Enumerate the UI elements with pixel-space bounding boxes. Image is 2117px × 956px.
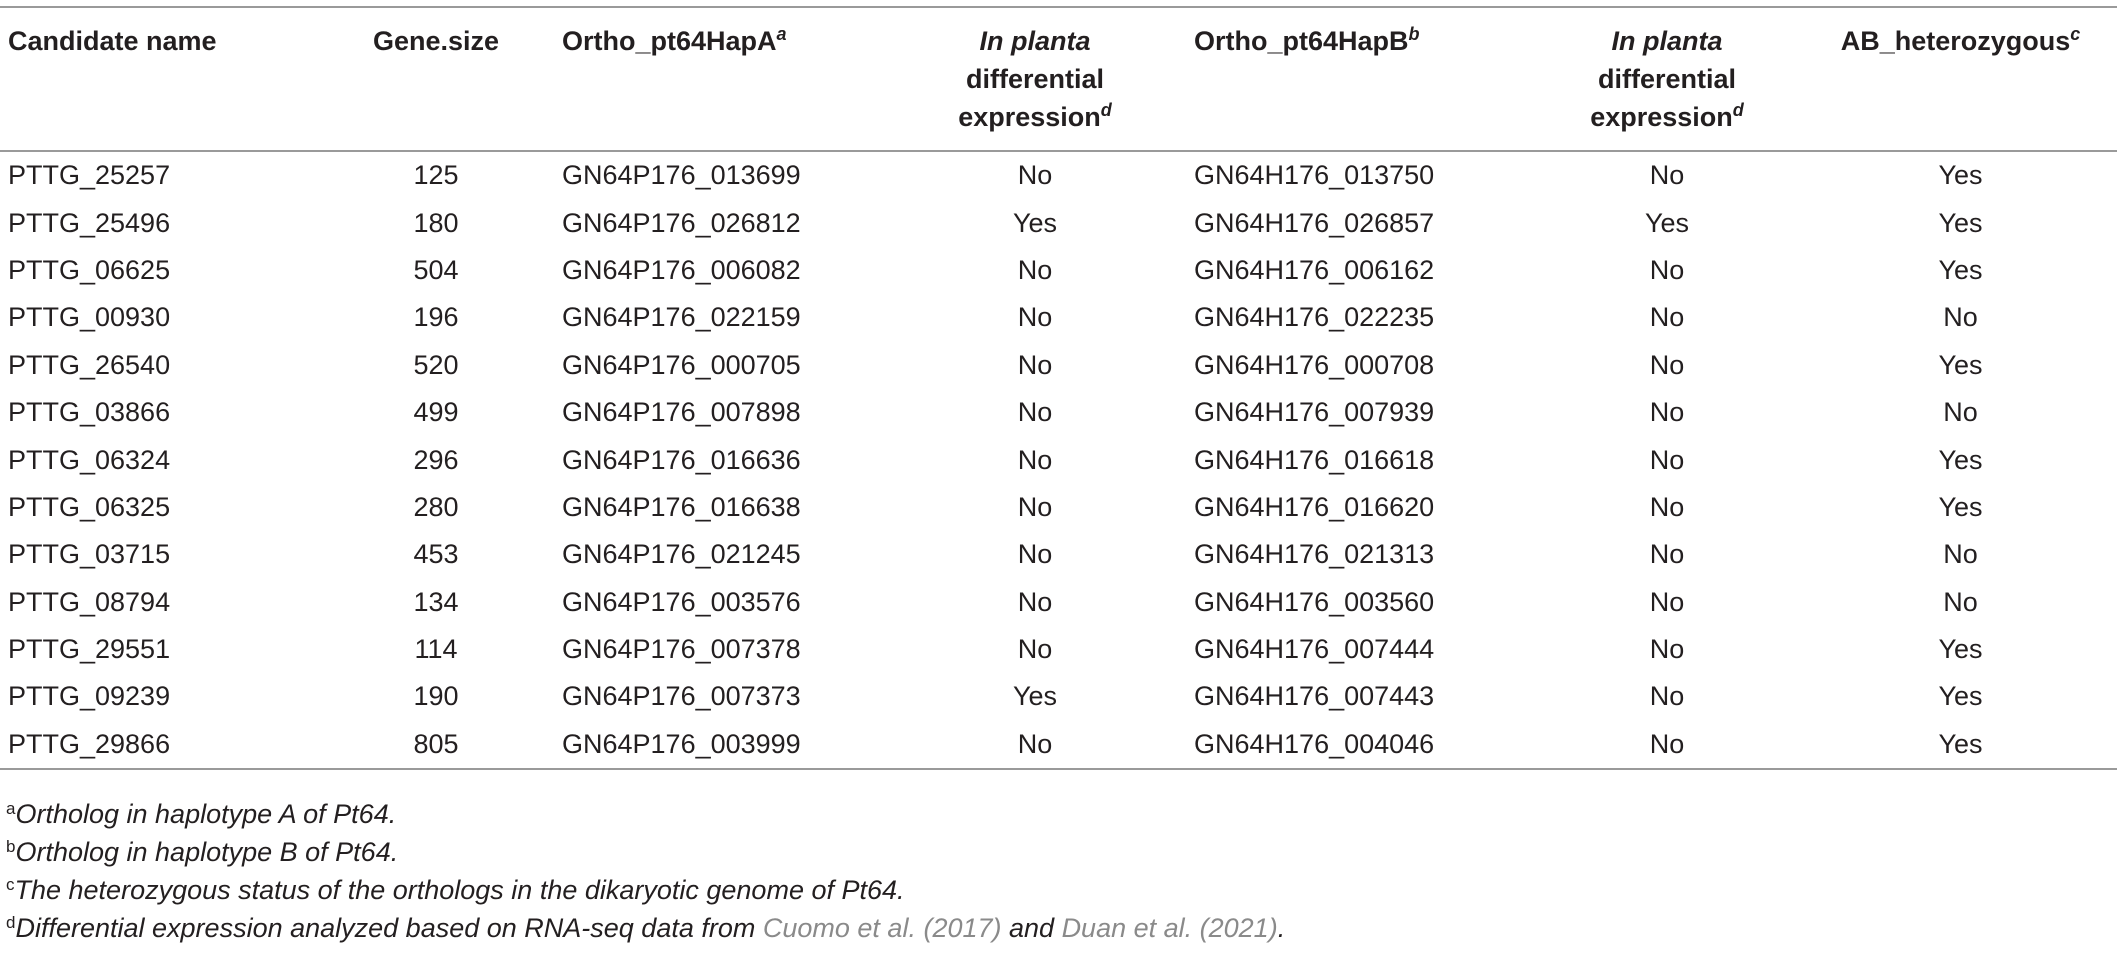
cell-expression-b: No — [1649, 302, 1685, 333]
cell-expression-b: No — [1649, 586, 1685, 617]
cell-candidate-name: PTTG_09239 — [8, 681, 171, 712]
cell-gene-size: 504 — [413, 254, 459, 285]
table-body — [0, 151, 2117, 769]
header-expression-a — [898, 7, 1172, 151]
cell-ortho-hapb: GN64H176_026857 — [1194, 207, 1435, 238]
header-expression-a-line2: differential — [965, 64, 1105, 94]
cell-gene-size: 196 — [413, 302, 459, 333]
cell-ortho-hapb: GN64H176_007443 — [1194, 681, 1435, 712]
cell-candidate-name: PTTG_25257 — [8, 160, 171, 191]
cell-gene-size: 453 — [413, 539, 459, 570]
reference-link-duan[interactable]: Duan et al. (2021) — [1061, 913, 1278, 943]
cell-ortho-hapa: GN64P176_007898 — [562, 397, 801, 428]
cell-candidate-name: PTTG_29551 — [8, 634, 171, 665]
cell-ortho-hapa: GN64P176_021245 — [562, 539, 801, 570]
cell-ortho-hapb: GN64H176_016620 — [1194, 491, 1435, 522]
table-row — [0, 673, 2117, 720]
header-gene-size: Gene.size — [372, 26, 500, 56]
cell-gene-size: 180 — [413, 207, 459, 238]
table-row — [0, 436, 2117, 483]
cell-candidate-name: PTTG_00930 — [8, 302, 171, 333]
table-row — [0, 342, 2117, 389]
header-row — [0, 7, 2117, 151]
header-expression-b-line3: expression — [1590, 102, 1733, 132]
header-expression-b-line2: differential — [1597, 64, 1737, 94]
cell-candidate-name: PTTG_03866 — [8, 397, 171, 428]
header-ortho-hapa-sup: a — [776, 24, 787, 44]
cell-candidate-name: PTTG_06324 — [8, 444, 171, 475]
cell-ortho-hapb: GN64H176_006162 — [1194, 254, 1435, 285]
header-ortho-hapb: Ortho_pt64HapB$^b$ — [1194, 24, 1420, 56]
cell-candidate-name: PTTG_06325 — [8, 491, 171, 522]
cell-ab-heterozygous: Yes — [1938, 207, 1983, 238]
footnote-b: $^b$Ortholog in haplotype B of Pt64. — [6, 837, 399, 867]
cell-ortho-hapb: GN64H176_021313 — [1194, 539, 1435, 570]
cell-gene-size: 520 — [413, 349, 459, 380]
header-candidate-name: Candidate name — [8, 26, 217, 56]
cell-ortho-hapb: GN64H176_016618 — [1194, 444, 1435, 475]
cell-ortho-hapa: GN64P176_022159 — [562, 302, 801, 333]
cell-ab-heterozygous: No — [1943, 302, 1978, 333]
reference-link-cuomo[interactable]: Cuomo et al. (2017) — [762, 913, 1002, 943]
header-expression-a-line1: In planta — [979, 26, 1091, 56]
header-expression-b-sup: d — [1732, 100, 1744, 120]
cell-ortho-hapb: GN64H176_004046 — [1194, 728, 1435, 759]
cell-expression-b: No — [1649, 539, 1685, 570]
cell-gene-size: 190 — [413, 681, 459, 712]
header-expression-a-line3: expression — [958, 102, 1101, 132]
cell-ab-heterozygous: Yes — [1938, 728, 1983, 759]
footnote-a: $^a$Ortholog in haplotype A of Pt64. — [6, 799, 397, 829]
cell-expression-a: No — [1017, 539, 1053, 570]
cell-ab-heterozygous: No — [1943, 539, 1978, 570]
cell-ortho-hapb: GN64H176_007444 — [1194, 634, 1435, 665]
header-expression-b-line1: In planta — [1611, 26, 1723, 56]
footnotes — [6, 795, 1285, 947]
cell-ab-heterozygous: Yes — [1938, 160, 1983, 191]
cell-expression-b: No — [1649, 397, 1685, 428]
cell-ortho-hapa: GN64P176_000705 — [562, 349, 801, 380]
footnote-d: $^d$Differential expression analyzed based on RNA-seq data from Cuomo et al. (2017) and Duan et al. (2021). — [6, 913, 1286, 943]
header-ab-heterozygous: AB_heterozygous$^c$ — [1840, 24, 2081, 56]
cell-expression-a: No — [1017, 728, 1053, 759]
table-row — [0, 199, 2117, 246]
table-row — [0, 389, 2117, 436]
cell-ortho-hapa: GN64P176_016636 — [562, 444, 801, 475]
cell-expression-a: No — [1017, 634, 1053, 665]
cell-ab-heterozygous: No — [1943, 586, 1978, 617]
cell-candidate-name: PTTG_03715 — [8, 539, 171, 570]
cell-expression-a: Yes — [1012, 681, 1058, 712]
cell-expression-b: No — [1649, 160, 1685, 191]
cell-expression-a: No — [1017, 586, 1053, 617]
cell-expression-b: Yes — [1644, 207, 1690, 238]
cell-expression-a: No — [1017, 397, 1053, 428]
cell-expression-b: No — [1649, 444, 1685, 475]
candidate-table — [0, 6, 2117, 770]
cell-ab-heterozygous: Yes — [1938, 634, 1983, 665]
cell-ortho-hapb: GN64H176_000708 — [1194, 349, 1435, 380]
table-row — [0, 721, 2117, 769]
cell-gene-size: 280 — [413, 491, 459, 522]
cell-expression-b: No — [1649, 681, 1685, 712]
cell-gene-size: 114 — [414, 634, 458, 665]
cell-ab-heterozygous: Yes — [1938, 444, 1983, 475]
cell-ortho-hapa: GN64P176_026812 — [562, 207, 801, 238]
cell-ab-heterozygous: Yes — [1938, 349, 1983, 380]
table-row — [0, 626, 2117, 673]
cell-candidate-name: PTTG_25496 — [8, 207, 171, 238]
cell-ortho-hapb: GN64H176_022235 — [1194, 302, 1435, 333]
cell-gene-size: 134 — [413, 586, 459, 617]
header-ortho-hapb-sup: b — [1408, 24, 1420, 44]
table-row — [0, 484, 2117, 531]
cell-expression-b: No — [1649, 491, 1685, 522]
cell-expression-b: No — [1649, 254, 1685, 285]
cell-ortho-hapa: GN64P176_003999 — [562, 728, 801, 759]
cell-ortho-hapa: GN64P176_003576 — [562, 586, 801, 617]
cell-expression-b: No — [1649, 349, 1685, 380]
cell-expression-b: No — [1649, 634, 1685, 665]
cell-candidate-name: PTTG_29866 — [8, 728, 171, 759]
cell-ortho-hapb: GN64H176_013750 — [1194, 160, 1435, 191]
cell-candidate-name: PTTG_26540 — [8, 349, 171, 380]
cell-ortho-hapa: GN64P176_013699 — [562, 160, 801, 191]
header-expression-a-sup: d — [1100, 100, 1112, 120]
cell-candidate-name: PTTG_06625 — [8, 254, 171, 285]
header-ortho-hapa: Ortho_pt64HapA$^a$ — [562, 24, 787, 56]
cell-gene-size: 805 — [413, 728, 459, 759]
cell-expression-a: Yes — [1012, 207, 1058, 238]
cell-ortho-hapa: GN64P176_016638 — [562, 491, 801, 522]
cell-ortho-hapb: GN64H176_007939 — [1194, 397, 1435, 428]
header-ab-sup: c — [2070, 24, 2081, 44]
cell-expression-b: No — [1649, 728, 1685, 759]
cell-expression-a: No — [1017, 349, 1053, 380]
cell-ab-heterozygous: Yes — [1938, 681, 1983, 712]
cell-expression-a: No — [1017, 491, 1053, 522]
cell-gene-size: 296 — [413, 444, 459, 475]
cell-ab-heterozygous: Yes — [1938, 254, 1983, 285]
cell-ortho-hapb: GN64H176_003560 — [1194, 586, 1435, 617]
header-expression-b — [1530, 7, 1804, 151]
table-row — [0, 247, 2117, 294]
cell-expression-a: No — [1017, 444, 1053, 475]
cell-expression-a: No — [1017, 254, 1053, 285]
footnote-c: $^c$The heterozygous status of the orthologs in the dikaryotic genome of Pt64. — [6, 875, 905, 905]
cell-ortho-hapa: GN64P176_006082 — [562, 254, 801, 285]
cell-ortho-hapa: GN64P176_007373 — [562, 681, 801, 712]
cell-gene-size: 499 — [413, 397, 459, 428]
cell-expression-a: No — [1017, 302, 1053, 333]
table-row — [0, 579, 2117, 626]
cell-ortho-hapa: GN64P176_007378 — [562, 634, 801, 665]
table-row — [0, 151, 2117, 199]
cell-ab-heterozygous: Yes — [1938, 491, 1983, 522]
cell-expression-a: No — [1017, 160, 1053, 191]
cell-gene-size: 125 — [413, 160, 459, 191]
table-row — [0, 294, 2117, 341]
table-row — [0, 531, 2117, 578]
cell-candidate-name: PTTG_08794 — [8, 586, 171, 617]
cell-ab-heterozygous: No — [1943, 397, 1978, 428]
